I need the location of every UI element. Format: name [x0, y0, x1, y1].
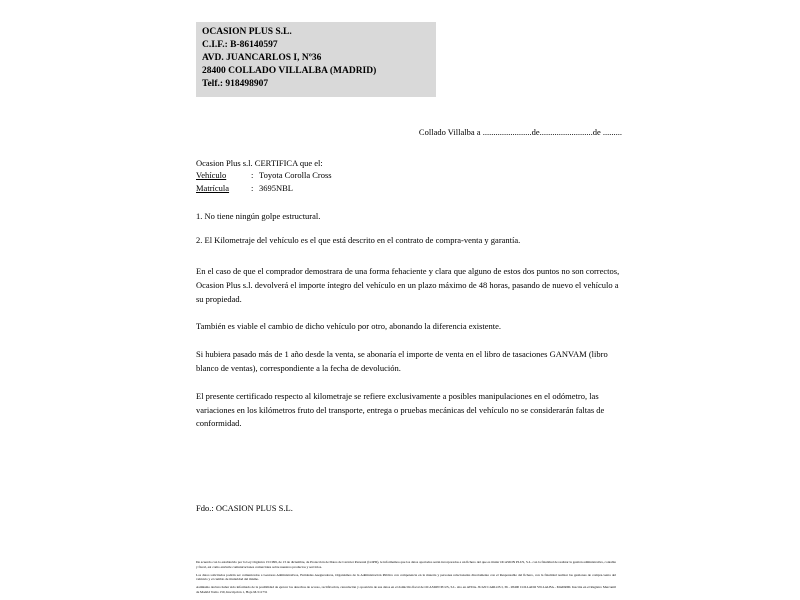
company-city: 28400 COLLADO VILLALBA (MADRID)	[202, 66, 377, 77]
body-paragraph: También es viable el cambio de dicho vehículo por otro, abonando la diferencia existente.	[196, 321, 502, 332]
company-address: AVD. JUANCARLOS I, Nº36	[202, 53, 322, 64]
plate-field-value: 3695NBL	[259, 183, 293, 194]
legal-footer-paragraph: Asimismo declaro haber sido informado de la posibilidad de ejercer los derechos de acceso, rectificación, cancelación y oposición de sus datos en el domicilio fiscal de OCASION PLUS, S.L. sito en AVDA. JUAN CARLOS I, 36 - 28400 COLLADO VILLALBA - MADRID. Inscrita en el Registro Mercantil de Madrid Tomo 150, Inscripción 1, Hoja M-511731	[196, 585, 616, 595]
certification-points	[196, 210, 626, 248]
legal-footer-paragraph: De acuerdo con lo establecido por la Ley Orgánica 15/1999, de 13 de diciembre, de Protección de Datos de Carácter Personal (LOPD), le informamos que los datos aportados serán incorporados a un fichero del que es titular OCASION PLUS, S.L. con la finalidad de realizar la gestión administrativa, contable y fiscal, así como enviarle comunicaciones comerciales sobre nuestros productos y servicios.	[196, 560, 616, 569]
body-paragraph: Si hubiera pasado más de 1 año desde la venta, se abonaría el importe de venta en el libro de tasaciones GANVAM (libro blanco de ventas), correspondiente a la fecha de devolución.	[196, 349, 608, 373]
plate-field-separator: :	[251, 183, 254, 194]
document-content	[196, 22, 626, 513]
vehicle-field-value: Toyota Corolla Cross	[259, 170, 332, 181]
company-phone: Telf.: 918498907	[202, 79, 269, 90]
certification-point: 1. No tiene ningún golpe estructural.	[196, 210, 321, 221]
legal-footer-paragraph: Los datos solicitados podrán ser comunicados a Gestores Administrativos, Entidades Aseguradoras, Organismos de la Administración Pública con competencia en la materia y personas relacionadas directamente con el Responsable del fichero, con la finalidad realizar las gestiones de compra-venta del vehículo y el cambio de titularidad del mismo.	[196, 572, 616, 582]
company-name: OCASION PLUS S.L.	[202, 27, 292, 37]
vehicle-field-label: Vehículo	[196, 170, 227, 181]
body-paragraph: El presente certificado respecto al kilometraje se refiere exclusivamente a posibles manipulaciones en el odómetro, las variaciones en los kilómetros fruto del transporte, entrega o pruebas mecánicas del vehículo no se considerarán faltas de conformidad.	[196, 390, 605, 429]
certification-point: 2. El Kilometraje del vehículo es el que está descrito en el contrato de compra-venta y garantía.	[196, 235, 521, 246]
date-line: Collado Villalba a .......................de.........................de .........	[418, 126, 622, 137]
certification-intro: Ocasion Plus s.l. CERTIFICA que el:	[196, 157, 323, 168]
document-body	[196, 265, 626, 431]
plate-field-label: Matrícula	[196, 183, 230, 194]
signature-line: Fdo.: OCASION PLUS S.L.	[196, 503, 293, 514]
legal-footer	[196, 560, 616, 598]
letterhead-block	[196, 22, 436, 97]
plate-field-row	[196, 182, 626, 195]
company-cif: C.I.F.: B-86140597	[202, 40, 278, 51]
vehicle-field-separator: :	[251, 170, 254, 181]
body-paragraph: En el caso de que el comprador demostrara de una forma fehaciente y clara que alguno de estos dos puntos no son correctos, Ocasion Plus s.l. devolverá el importe íntegro del vehículo en un plazo máximo de 48 horas, pasando de nuevo el vehículo a su propiedad.	[196, 266, 620, 304]
vehicle-field-row	[196, 169, 626, 182]
